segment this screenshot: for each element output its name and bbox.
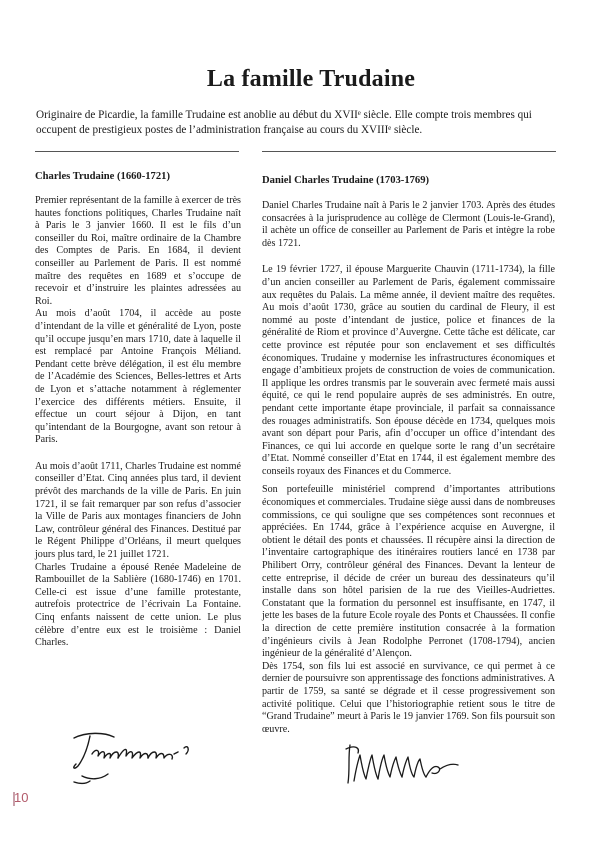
left-column-text xyxy=(35,195,241,650)
left-paragraph: Au mois d’août 1704, il accède au poste d’intendant de la ville et généralité de Lyon, poste qu’il occupe jusqu’en mars 1710, date à laquelle il est remplacé par Antoine François Méliand. Pendant cette brève délégation, il est élu membre de l’Académie des Sciences, Belles-lettres et Arts de Lyon et s’attache notamment à réglementer l’exercice des différents métiers. Ensuite, il effectue un court séjour à Dijon, en tant qu’intendant de la Bourgogne, avant son retour à Paris. xyxy=(35,308,241,446)
right-paragraph: Dès 1754, son fils lui est associé en survivance, ce qui permet à ce dernier de poursuivre son apprentissage des fonctions administratives. A partir de 1759, sa santé se dégrade et il cesse progressivement son activité politique. Celui que l’historiographie retient sous le titre de “Grand Trudaine” meurt à Paris le 19 janvier 1769. Son fils poursuit son œuvre. xyxy=(262,660,555,735)
page-number: 10 xyxy=(14,790,29,805)
intro-paragraph: Originaire de Picardie, la famille Trudaine est anoblie au début du XVIIᵉ siècle. Elle compte trois membres qui occupent de prestigieux postes de l’administration française au cours du XVIIIᵉ siècle. xyxy=(36,109,532,136)
left-paragraph: Au mois d’août 1711, Charles Trudaine est nommé conseiller d’Etat. Cinq années plus tard, il devient prévôt des marchands de la ville de Paris. En juin 1721, il se fait remarquer par son refus d’associer la Ville de Paris aux montages financiers de John Law, contrôleur général des Finances. Destitué par le Régent Philippe d’Orléans, il meurt quelques jours plus tard, le 21 juillet 1721. xyxy=(35,460,241,561)
right-column-text xyxy=(262,200,555,736)
right-paragraph: Son portefeuille ministériel comprend d’importantes attributions économiques et commerciales. Trudaine siège aussi dans de nombreuses commissions, ce qui souligne que ses compétences sont reconnues et appréciées. En 1744, grâce à l’expérience acquise en Auvergne, il obtient le détail des ponts et chaussées. Il récupère ainsi la direction de l’inventaire cartographique des itinéraires routiers lancé en 1738 par Philibert Orry, contrôleur général des Finances. Devant la lenteur de cette entreprise, il décide de créer un bureau des dessinateurs qu’il installe dans son hôtel parisien de la rue des Vieilles-Audriettes. Constatant que la formation du personnel est insuffisante, en 1747, il jette les bases de la future Ecole royale des Ponts et Chaussées. Il confie la direction de cette première institution consacrée à la formation d’ingénieurs civils à Jean Rodolphe Perronet (1708-1794), ancien ingénieur de la généralité d’Alençon. xyxy=(262,484,555,660)
right-paragraph: Le 19 février 1727, il épouse Marguerite Chauvin (1711-1734), la fille d’un ancien conseiller au Parlement de Paris, également commissaire aux requêtes du Palais. La même année, il devient maître des requêtes. Au mois d’août 1730, grâce au soutien du cardinal de Fleury, il est nommé au poste d’intendant de justice, police et finances de la généralité de Riom et province d’Auvergne. Cette tâche est délicate, car cette province est réputée pour son enclavement et ses difficultés économiques. Trudaine y modernise les infrastructures économiques et engage d’ambitieux projets de construction de voies de communication. Il applique les ordres transmis par le souverain avec fermeté mais aussi équité, ce qui le rend populaire auprès de ses administrés. En outre, pendant cette importante étape provinciale, il parfait sa connaissance des rouages administratifs. Son épouse décède en 1734, quelques mois avant son départ pour Paris, afin d’occuper un office d’intendant des Finances, ce qui lui accorde en quelque sorte le rang d’un secrétaire d’Etat. Nommé conseiller d’Etat en 1744, il est également membre des conseils royaux des Finances et du Commerce. xyxy=(262,264,555,477)
right-column-rule xyxy=(262,151,556,152)
right-column-heading: Daniel Charles Trudaine (1703-1769) xyxy=(262,175,430,186)
charles-trudaine-signature xyxy=(68,728,200,788)
left-column-rule xyxy=(35,151,239,152)
left-paragraph: Premier représentant de la famille à exercer de très hautes fonctions politiques, Charles Trudaine naît à Paris le 3 janvier 1660. Il est le fils d’un conseiller du Roi, maître ordinaire de la Chambre des Comptes de Paris. En 1684, il devient conseiller au Parlement de Paris. Il est nommé maître des requêtes en 1689 et s’occupe de recevoir et d’instruire les plaintes adressées au Roi. xyxy=(35,195,241,307)
right-paragraph: Daniel Charles Trudaine naît à Paris le 2 janvier 1703. Après des études consacrées à la jurisprudence au collège de Clermont (Louis-le-Grand), il achète un office de conseiller au Parlement de Paris et intègre la robe dès 1721. xyxy=(262,200,555,249)
left-column-heading: Charles Trudaine (1660-1721) xyxy=(35,171,170,182)
left-paragraph: Charles Trudaine a épousé Renée Madeleine de Rambouillet de la Sablière (1680-1746) en 1701. Celle-ci est issue d’une famille protestante, autrefois protectrice de l’écrivain La Fontaine. Cinq enfants naissent de cette union. Le plus célèbre d’entre eux est le troisième : Daniel Charles. xyxy=(35,561,241,649)
daniel-charles-trudaine-signature xyxy=(342,739,462,791)
page-title: La famille Trudaine xyxy=(206,66,416,92)
